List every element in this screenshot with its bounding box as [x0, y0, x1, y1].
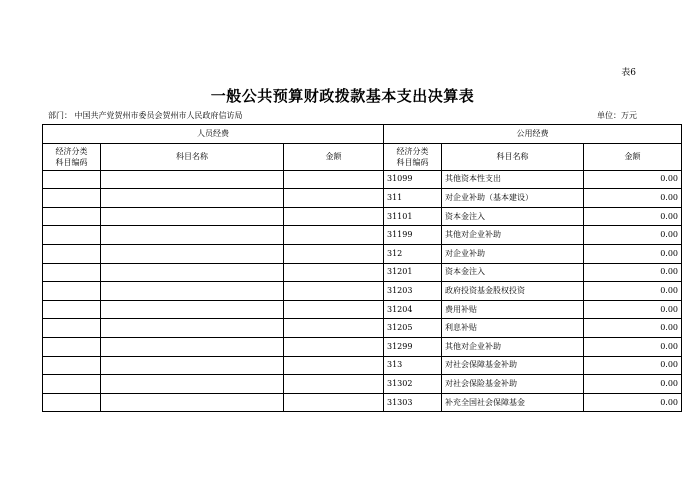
- table-row: [43, 337, 682, 356]
- public-name-cell: 政府投资基金股权投资: [442, 282, 584, 301]
- public-name-cell: 对社会保险基金补助: [442, 375, 584, 394]
- personnel-code-cell: [43, 337, 101, 356]
- personnel-name-cell: [101, 207, 284, 226]
- table-row: [43, 170, 682, 189]
- personnel-code-header: 经济分类 科目编码: [43, 143, 101, 170]
- personnel-code-cell: [43, 300, 101, 319]
- personnel-code-cell: [43, 393, 101, 412]
- public-amount-cell: 0.00: [584, 170, 682, 189]
- public-name-cell: 其他对企业补助: [442, 337, 584, 356]
- public-code-cell: 31205: [384, 319, 442, 338]
- public-name-cell: 利息补贴: [442, 319, 584, 338]
- personnel-name-cell: [101, 189, 284, 208]
- public-expense-header: 公用经费: [384, 125, 682, 144]
- personnel-amount-cell: [284, 300, 384, 319]
- public-name-cell: 对企业补助（基本建设）: [442, 189, 584, 208]
- public-amount-cell: 0.00: [584, 207, 682, 226]
- table-row: [43, 356, 682, 375]
- personnel-name-cell: [101, 375, 284, 394]
- unit-label: 单位：万元: [597, 111, 637, 120]
- public-amount-cell: 0.00: [584, 263, 682, 282]
- public-amount-header: 金额: [584, 143, 682, 170]
- personnel-code-cell: [43, 207, 101, 226]
- personnel-name-header: 科目名称: [101, 143, 284, 170]
- table-row: [43, 319, 682, 338]
- personnel-code-cell: [43, 319, 101, 338]
- public-code-cell: 31204: [384, 300, 442, 319]
- table-row: [43, 375, 682, 394]
- personnel-name-cell: [101, 337, 284, 356]
- public-code-cell: 31303: [384, 393, 442, 412]
- table-row: [43, 393, 682, 412]
- personnel-amount-cell: [284, 244, 384, 263]
- budget-table: [42, 124, 682, 412]
- table-row: [43, 263, 682, 282]
- personnel-code-cell: [43, 189, 101, 208]
- public-amount-cell: 0.00: [584, 244, 682, 263]
- public-code-cell: 31302: [384, 375, 442, 394]
- public-name-cell: 补充全国社会保障基金: [442, 393, 584, 412]
- department-label: 部门： 中国共产党贺州市委员会贺州市人民政府信访局: [48, 111, 243, 120]
- personnel-name-cell: [101, 356, 284, 375]
- public-code-cell: 311: [384, 189, 442, 208]
- personnel-amount-cell: [284, 170, 384, 189]
- personnel-code-cell: [43, 282, 101, 301]
- personnel-amount-cell: [284, 393, 384, 412]
- public-amount-cell: 0.00: [584, 337, 682, 356]
- personnel-amount-cell: [284, 319, 384, 338]
- public-amount-cell: 0.00: [584, 300, 682, 319]
- public-amount-cell: 0.00: [584, 189, 682, 208]
- public-amount-cell: 0.00: [584, 282, 682, 301]
- personnel-name-cell: [101, 170, 284, 189]
- public-amount-cell: 0.00: [584, 393, 682, 412]
- table-row: [43, 244, 682, 263]
- personnel-code-cell: [43, 356, 101, 375]
- public-amount-cell: 0.00: [584, 375, 682, 394]
- public-code-cell: 31101: [384, 207, 442, 226]
- personnel-amount-cell: [284, 263, 384, 282]
- personnel-code-cell: [43, 226, 101, 245]
- personnel-name-cell: [101, 319, 284, 338]
- personnel-code-cell: [43, 375, 101, 394]
- public-name-cell: 资本金注入: [442, 207, 584, 226]
- public-name-cell: 费用补贴: [442, 300, 584, 319]
- table-number: 表6: [621, 68, 636, 78]
- public-code-cell: 313: [384, 356, 442, 375]
- public-code-cell: 31203: [384, 282, 442, 301]
- personnel-name-cell: [101, 300, 284, 319]
- public-code-header: 经济分类 科目编码: [384, 143, 442, 170]
- personnel-amount-cell: [284, 189, 384, 208]
- public-amount-cell: 0.00: [584, 319, 682, 338]
- public-code-cell: 312: [384, 244, 442, 263]
- personnel-code-cell: [43, 244, 101, 263]
- public-name-cell: 资本金注入: [442, 263, 584, 282]
- table-row: [43, 282, 682, 301]
- personnel-amount-cell: [284, 226, 384, 245]
- public-name-cell: 其他对企业补助: [442, 226, 584, 245]
- personnel-name-cell: [101, 263, 284, 282]
- personnel-name-cell: [101, 226, 284, 245]
- table-row: [43, 226, 682, 245]
- personnel-name-cell: [101, 393, 284, 412]
- table-row: [43, 207, 682, 226]
- personnel-amount-cell: [284, 356, 384, 375]
- table-row: [43, 300, 682, 319]
- personnel-code-cell: [43, 263, 101, 282]
- personnel-name-cell: [101, 282, 284, 301]
- public-amount-cell: 0.00: [584, 356, 682, 375]
- personnel-amount-header: 金额: [284, 143, 384, 170]
- page-title: 一般公共预算财政拨款基本支出决算表: [210, 87, 475, 105]
- personnel-amount-cell: [284, 337, 384, 356]
- public-amount-cell: 0.00: [584, 226, 682, 245]
- public-name-cell: 对社会保障基金补助: [442, 356, 584, 375]
- personnel-expense-header: 人员经费: [43, 125, 384, 144]
- personnel-amount-cell: [284, 282, 384, 301]
- public-code-cell: 31299: [384, 337, 442, 356]
- public-name-cell: 其他资本性支出: [442, 170, 584, 189]
- public-code-cell: 31199: [384, 226, 442, 245]
- public-code-cell: 31201: [384, 263, 442, 282]
- personnel-amount-cell: [284, 207, 384, 226]
- personnel-code-cell: [43, 170, 101, 189]
- public-code-cell: 31099: [384, 170, 442, 189]
- personnel-name-cell: [101, 244, 284, 263]
- personnel-amount-cell: [284, 375, 384, 394]
- public-name-header: 科目名称: [442, 143, 584, 170]
- public-name-cell: 对企业补助: [442, 244, 584, 263]
- table-row: [43, 189, 682, 208]
